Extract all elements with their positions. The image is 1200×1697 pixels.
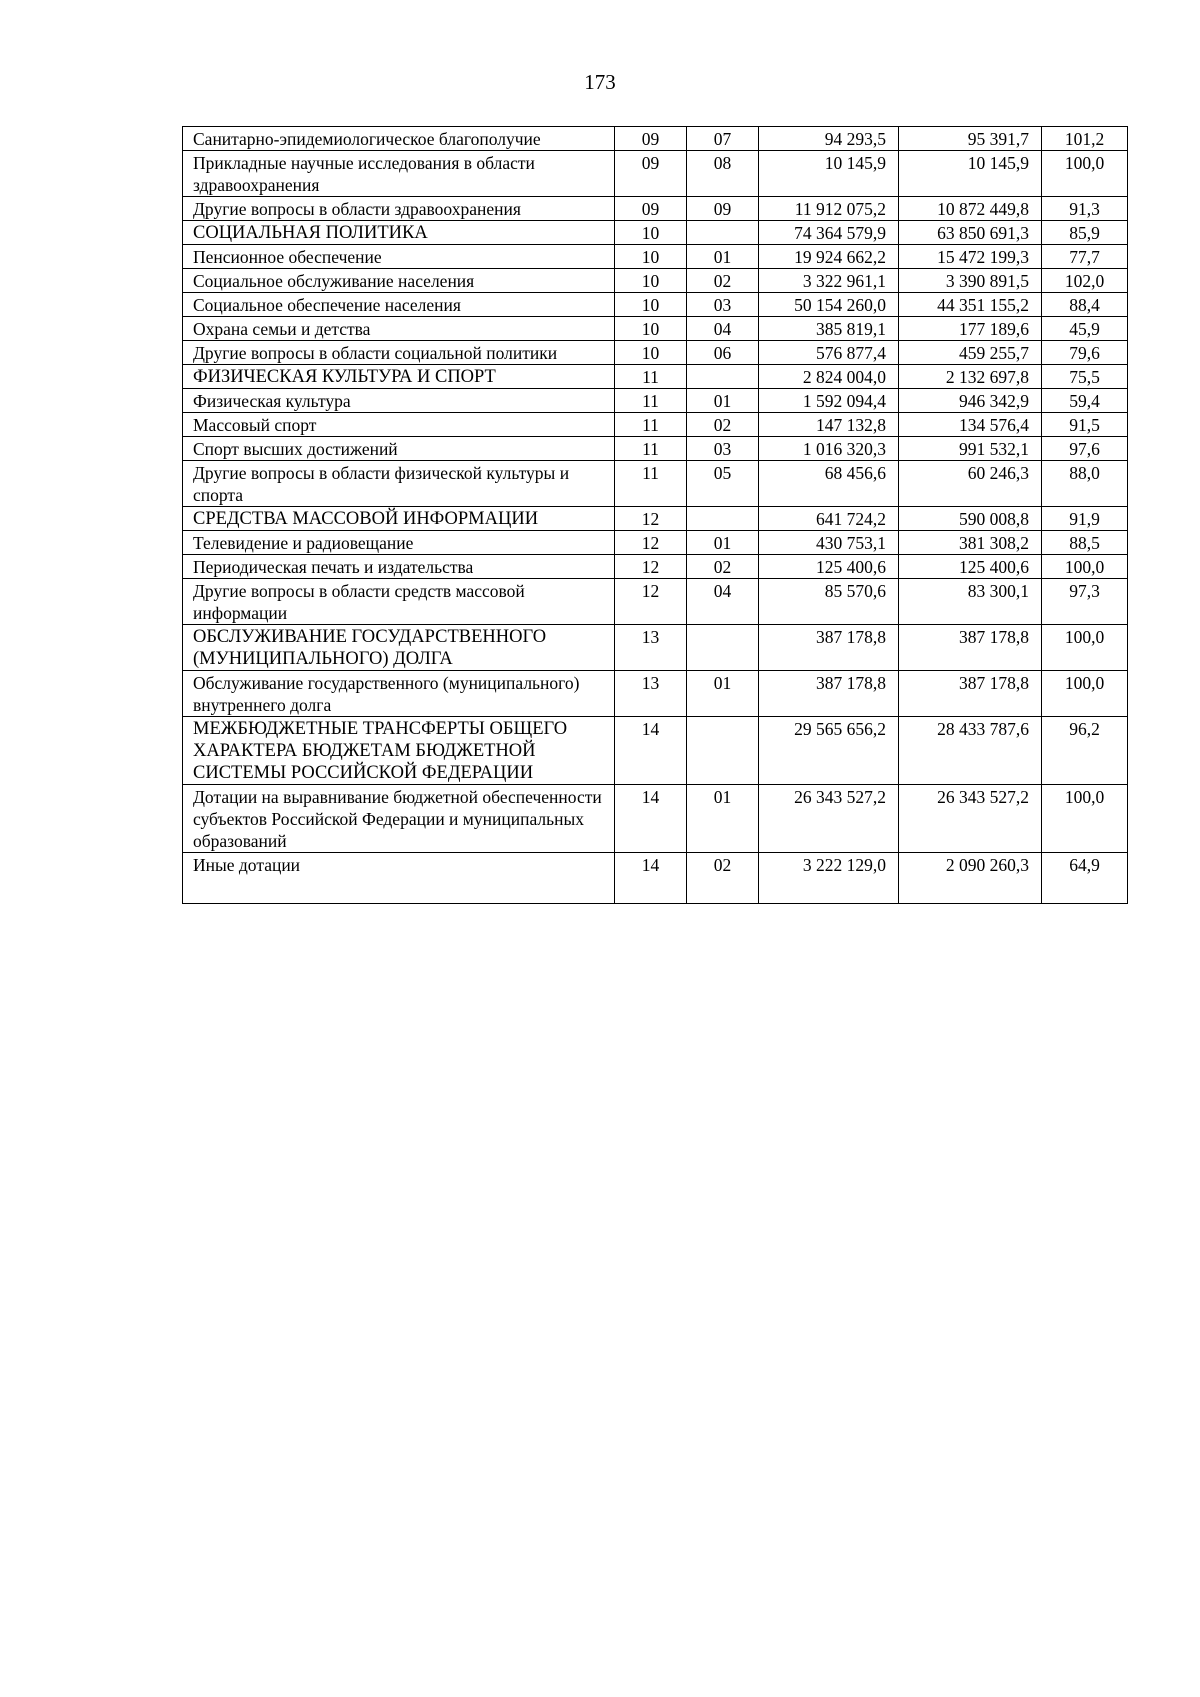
subsection-code: 05: [687, 461, 759, 507]
execution-percent: 96,2: [1042, 717, 1128, 785]
table-row: [183, 555, 1128, 579]
section-code: 09: [615, 127, 687, 151]
row-name: ОБСЛУЖИВАНИЕ ГОСУДАРСТВЕННОГО (МУНИЦИПАЛЬНОГО) ДОЛГА: [183, 625, 615, 671]
planned-amount: 94 293,5: [759, 127, 899, 151]
table-row: [183, 461, 1128, 507]
execution-percent: 85,9: [1042, 221, 1128, 245]
execution-percent: 100,0: [1042, 555, 1128, 579]
section-code: 11: [615, 389, 687, 413]
execution-percent: 91,5: [1042, 413, 1128, 437]
section-row: [183, 365, 1128, 389]
execution-percent: 64,9: [1042, 853, 1128, 904]
planned-amount: 641 724,2: [759, 507, 899, 531]
budget-table-body: [183, 127, 1128, 904]
row-name: Телевидение и радиовещание: [183, 531, 615, 555]
execution-percent: 100,0: [1042, 671, 1128, 717]
actual-amount: 10 872 449,8: [899, 197, 1042, 221]
subsection-code: 02: [687, 269, 759, 293]
section-code: 10: [615, 293, 687, 317]
execution-percent: 59,4: [1042, 389, 1128, 413]
row-name: Периодическая печать и издательства: [183, 555, 615, 579]
table-row: [183, 785, 1128, 853]
budget-table: [182, 126, 1128, 904]
table-row: [183, 269, 1128, 293]
section-code: 12: [615, 507, 687, 531]
row-name: Санитарно-эпидемиологическое благополучие: [183, 127, 615, 151]
table-row: [183, 413, 1128, 437]
execution-percent: 75,5: [1042, 365, 1128, 389]
row-name: Спорт высших достижений: [183, 437, 615, 461]
subsection-code: 01: [687, 531, 759, 555]
execution-percent: 91,3: [1042, 197, 1128, 221]
execution-percent: 100,0: [1042, 151, 1128, 197]
subsection-code: 03: [687, 437, 759, 461]
actual-amount: 381 308,2: [899, 531, 1042, 555]
planned-amount: 74 364 579,9: [759, 221, 899, 245]
subsection-code: [687, 221, 759, 245]
planned-amount: 147 132,8: [759, 413, 899, 437]
row-name: Социальное обслуживание населения: [183, 269, 615, 293]
actual-amount: 44 351 155,2: [899, 293, 1042, 317]
planned-amount: 19 924 662,2: [759, 245, 899, 269]
actual-amount: 387 178,8: [899, 671, 1042, 717]
row-name: Другие вопросы в области физической культуры и спорта: [183, 461, 615, 507]
actual-amount: 15 472 199,3: [899, 245, 1042, 269]
planned-amount: 50 154 260,0: [759, 293, 899, 317]
planned-amount: 68 456,6: [759, 461, 899, 507]
section-code: 12: [615, 531, 687, 555]
table-row: [183, 317, 1128, 341]
table-row: [183, 341, 1128, 365]
subsection-code: 07: [687, 127, 759, 151]
planned-amount: 430 753,1: [759, 531, 899, 555]
subsection-code: 04: [687, 317, 759, 341]
table-row: [183, 197, 1128, 221]
table-row: [183, 151, 1128, 197]
subsection-code: 04: [687, 579, 759, 625]
execution-percent: 100,0: [1042, 785, 1128, 853]
page-number: 173: [584, 70, 616, 94]
execution-percent: 88,5: [1042, 531, 1128, 555]
planned-amount: 385 819,1: [759, 317, 899, 341]
section-code: 11: [615, 413, 687, 437]
planned-amount: 11 912 075,2: [759, 197, 899, 221]
row-name: МЕЖБЮДЖЕТНЫЕ ТРАНСФЕРТЫ ОБЩЕГО ХАРАКТЕРА БЮДЖЕТАМ БЮДЖЕТНОЙ СИСТЕМЫ РОССИЙСКОЙ ФЕДЕРАЦИИ: [183, 717, 615, 785]
subsection-code: 02: [687, 853, 759, 904]
subsection-code: [687, 507, 759, 531]
subsection-code: [687, 365, 759, 389]
execution-percent: 101,2: [1042, 127, 1128, 151]
row-name: Охрана семьи и детства: [183, 317, 615, 341]
planned-amount: 387 178,8: [759, 625, 899, 671]
subsection-code: 06: [687, 341, 759, 365]
subsection-code: 01: [687, 389, 759, 413]
row-name: Иные дотации: [183, 853, 615, 904]
execution-percent: 100,0: [1042, 625, 1128, 671]
section-code: 10: [615, 245, 687, 269]
planned-amount: 1 016 320,3: [759, 437, 899, 461]
actual-amount: 177 189,6: [899, 317, 1042, 341]
row-name: Дотации на выравнивание бюджетной обеспеченности субъектов Российской Федерации и муниципальных образований: [183, 785, 615, 853]
table-row: [183, 127, 1128, 151]
subsection-code: 01: [687, 671, 759, 717]
section-code: 12: [615, 579, 687, 625]
planned-amount: 85 570,6: [759, 579, 899, 625]
actual-amount: 134 576,4: [899, 413, 1042, 437]
section-row: [183, 625, 1128, 671]
actual-amount: 125 400,6: [899, 555, 1042, 579]
table-row: [183, 579, 1128, 625]
actual-amount: 3 390 891,5: [899, 269, 1042, 293]
actual-amount: 28 433 787,6: [899, 717, 1042, 785]
execution-percent: 97,3: [1042, 579, 1128, 625]
execution-percent: 102,0: [1042, 269, 1128, 293]
section-code: 11: [615, 365, 687, 389]
row-name: Другие вопросы в области средств массовой информации: [183, 579, 615, 625]
table-row: [183, 437, 1128, 461]
section-code: 14: [615, 785, 687, 853]
planned-amount: 26 343 527,2: [759, 785, 899, 853]
table-row: [183, 531, 1128, 555]
execution-percent: 88,4: [1042, 293, 1128, 317]
section-code: 13: [615, 671, 687, 717]
execution-percent: 88,0: [1042, 461, 1128, 507]
actual-amount: 590 008,8: [899, 507, 1042, 531]
table-row: [183, 853, 1128, 904]
planned-amount: 1 592 094,4: [759, 389, 899, 413]
row-name: Прикладные научные исследования в области здравоохранения: [183, 151, 615, 197]
section-code: 09: [615, 197, 687, 221]
row-name: ФИЗИЧЕСКАЯ КУЛЬТУРА И СПОРТ: [183, 365, 615, 389]
planned-amount: 29 565 656,2: [759, 717, 899, 785]
planned-amount: 10 145,9: [759, 151, 899, 197]
subsection-code: 09: [687, 197, 759, 221]
actual-amount: 991 532,1: [899, 437, 1042, 461]
planned-amount: 576 877,4: [759, 341, 899, 365]
section-code: 11: [615, 461, 687, 507]
planned-amount: 3 322 961,1: [759, 269, 899, 293]
row-name: Социальное обеспечение населения: [183, 293, 615, 317]
execution-percent: 91,9: [1042, 507, 1128, 531]
section-code: 14: [615, 853, 687, 904]
section-code: 12: [615, 555, 687, 579]
actual-amount: 26 343 527,2: [899, 785, 1042, 853]
actual-amount: 83 300,1: [899, 579, 1042, 625]
execution-percent: 97,6: [1042, 437, 1128, 461]
actual-amount: 60 246,3: [899, 461, 1042, 507]
planned-amount: 3 222 129,0: [759, 853, 899, 904]
subsection-code: [687, 717, 759, 785]
actual-amount: 459 255,7: [899, 341, 1042, 365]
subsection-code: 01: [687, 785, 759, 853]
row-name: Пенсионное обеспечение: [183, 245, 615, 269]
section-row: [183, 221, 1128, 245]
row-name: СОЦИАЛЬНАЯ ПОЛИТИКА: [183, 221, 615, 245]
table-row: [183, 389, 1128, 413]
section-code: 09: [615, 151, 687, 197]
row-name: Обслуживание государственного (муниципального) внутреннего долга: [183, 671, 615, 717]
row-name: Другие вопросы в области социальной политики: [183, 341, 615, 365]
actual-amount: 2 090 260,3: [899, 853, 1042, 904]
section-row: [183, 717, 1128, 785]
actual-amount: 95 391,7: [899, 127, 1042, 151]
actual-amount: 387 178,8: [899, 625, 1042, 671]
subsection-code: 02: [687, 413, 759, 437]
subsection-code: 03: [687, 293, 759, 317]
subsection-code: 08: [687, 151, 759, 197]
execution-percent: 45,9: [1042, 317, 1128, 341]
section-code: 10: [615, 317, 687, 341]
subsection-code: 01: [687, 245, 759, 269]
row-name: СРЕДСТВА МАССОВОЙ ИНФОРМАЦИИ: [183, 507, 615, 531]
section-code: 11: [615, 437, 687, 461]
planned-amount: 125 400,6: [759, 555, 899, 579]
table-row: [183, 293, 1128, 317]
row-name: Другие вопросы в области здравоохранения: [183, 197, 615, 221]
subsection-code: 02: [687, 555, 759, 579]
section-row: [183, 507, 1128, 531]
row-name: Физическая культура: [183, 389, 615, 413]
execution-percent: 79,6: [1042, 341, 1128, 365]
actual-amount: 10 145,9: [899, 151, 1042, 197]
table-row: [183, 671, 1128, 717]
planned-amount: 387 178,8: [759, 671, 899, 717]
row-name: Массовый спорт: [183, 413, 615, 437]
section-code: 10: [615, 221, 687, 245]
subsection-code: [687, 625, 759, 671]
actual-amount: 2 132 697,8: [899, 365, 1042, 389]
section-code: 10: [615, 269, 687, 293]
execution-percent: 77,7: [1042, 245, 1128, 269]
section-code: 10: [615, 341, 687, 365]
actual-amount: 946 342,9: [899, 389, 1042, 413]
planned-amount: 2 824 004,0: [759, 365, 899, 389]
table-row: [183, 245, 1128, 269]
section-code: 14: [615, 717, 687, 785]
section-code: 13: [615, 625, 687, 671]
actual-amount: 63 850 691,3: [899, 221, 1042, 245]
